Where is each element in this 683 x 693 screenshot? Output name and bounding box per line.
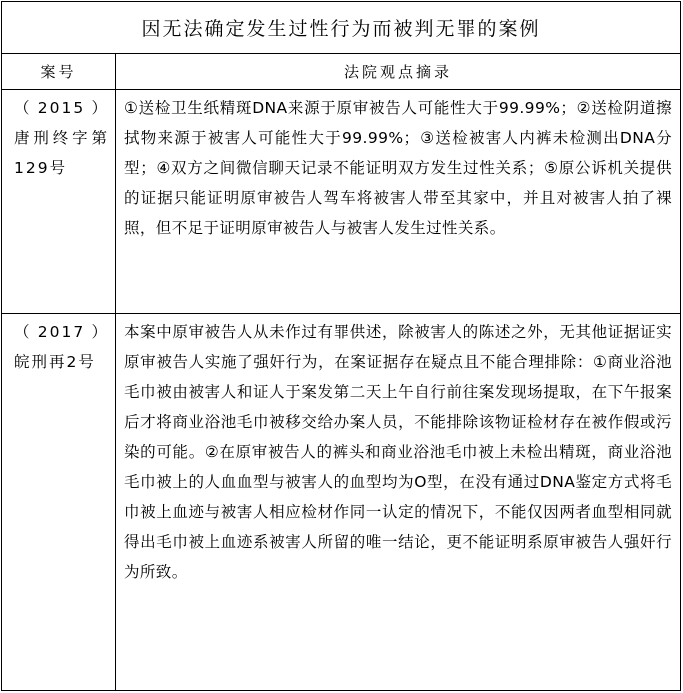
case-no-cell: （2015）唐刑终字第129号 [2,90,116,313]
table-header-row [2,54,680,90]
table-title: 因无法确定发生过性行为而被判无罪的案例 [141,18,541,40]
table-row [2,90,680,314]
case-table [1,1,681,691]
table-title-row [2,2,680,54]
header-court-opinion: 法院观点摘录 [343,63,452,81]
header-case-no: 案号 [2,54,116,89]
excerpt-cell: ①送检卫生纸精斑DNA来源于原审被告人可能性大于99.99%；②送检阴道擦拭物来源于被害人可能性大于99.99%；③送检被害人内裤未检测出DNA分型；④双方之间微信聊天记录不能证明双方发生过性关系；⑤原公诉机关提供的证据只能证明原审被告人驾车将被害人带至其家中，并且对被害人拍了裸照，但不足于证明原审被告人与被害人发生过性关系。 [124,99,672,237]
excerpt-cell: 本案中原审被告人从未作过有罪供述，除被害人的陈述之外，无其他证据证实原审被告人实施了强奸行为，在案证据存在疑点且不能合理排除：①商业浴池毛巾被由被害人和证人于案发第二天上午自行前往案发现场提取，在下午报案后才将商业浴池毛巾被移交给办案人员，不能排除该物证检材存在被作假或污染的可能。②在原审被告人的裤头和商业浴池毛巾被上未检出精斑，商业浴池毛巾被上的人血血型与被害人的血型均为O型，在没有通过DNA鉴定方式将毛巾被上血迹与被害人相应检材作同一认定的情况下，不能仅因两者血型相同就得出毛巾被上血迹系被害人所留的唯一结论，更不能证明系原审被告人强奸行为所致。 [124,323,672,581]
case-no-cell: （2017）皖刑再2号 [2,314,116,690]
table-row [2,314,680,690]
